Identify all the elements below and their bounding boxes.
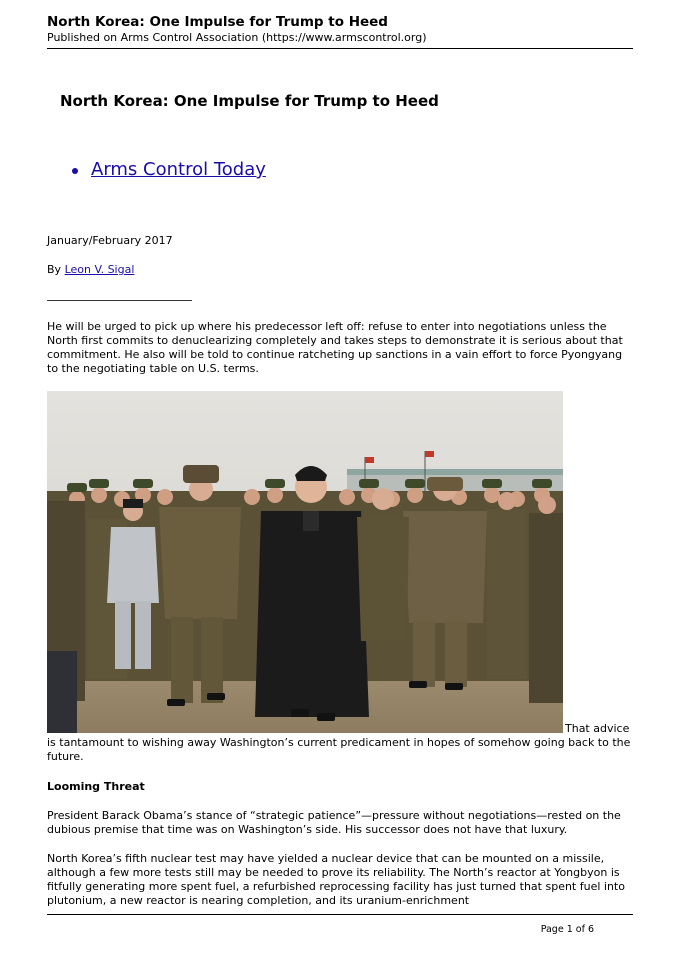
page-number: Page 1 of 6 xyxy=(540,924,594,935)
page-header xyxy=(47,14,633,45)
footer-divider xyxy=(47,914,633,915)
byline xyxy=(47,263,635,277)
paragraph-nuclear-test: North Korea’s fifth nuclear test may have yielded a nuclear device that can be mounted on a missile, although a few more tests still may be needed to prove its reliability. The North’s reactor at Yongbyon is fitfully generating more spent fuel, a refurbished reprocessing facility has just turned that spent fuel into plutonium, a new reactor is nearing completion, and its uranium-enrichment xyxy=(47,852,625,907)
category-link-arms-control-today[interactable]: Arms Control Today xyxy=(91,159,266,180)
intro-paragraph: He will be urged to pick up where his predecessor left off: refuse to enter into negotiations unless the North first commits to denuclearizing completely and takes steps to demonstrate it is serious about that commitment. He also will be told to continue ratcheting up sanctions in a vain effort to force Pyongyang to the negotiating table on U.S. terms. xyxy=(47,320,623,375)
separator-line xyxy=(47,300,192,301)
category-item xyxy=(70,158,266,182)
continuation-paragraph: is tantamount to wishing away Washington’s current predicament in hopes of somehow going back to the future. xyxy=(47,736,631,763)
bullet-icon xyxy=(72,168,78,174)
section-heading-looming-threat: Looming Threat xyxy=(47,780,145,793)
paragraph-obama: President Barack Obama’s stance of “strategic patience”—pressure without negotiations—rested on the dubious premise that time was on Washington’s side. His successor does not have that luxury. xyxy=(47,809,621,836)
author-link[interactable]: Leon V. Sigal xyxy=(64,263,135,276)
photo-illustration xyxy=(47,391,563,733)
byline-prefix: By xyxy=(47,263,65,276)
header-divider xyxy=(47,48,633,49)
article-title: North Korea: One Impulse for Trump to Heed xyxy=(60,92,439,110)
category-list xyxy=(70,158,266,182)
header-published: Published on Arms Control Association (https://www.armscontrol.org) xyxy=(47,31,427,44)
photo-trailing-text: That advice xyxy=(565,722,630,735)
header-title: North Korea: One Impulse for Trump to Heed xyxy=(47,14,388,30)
article-date: January/February 2017 xyxy=(47,234,173,247)
article-photo xyxy=(47,391,563,733)
